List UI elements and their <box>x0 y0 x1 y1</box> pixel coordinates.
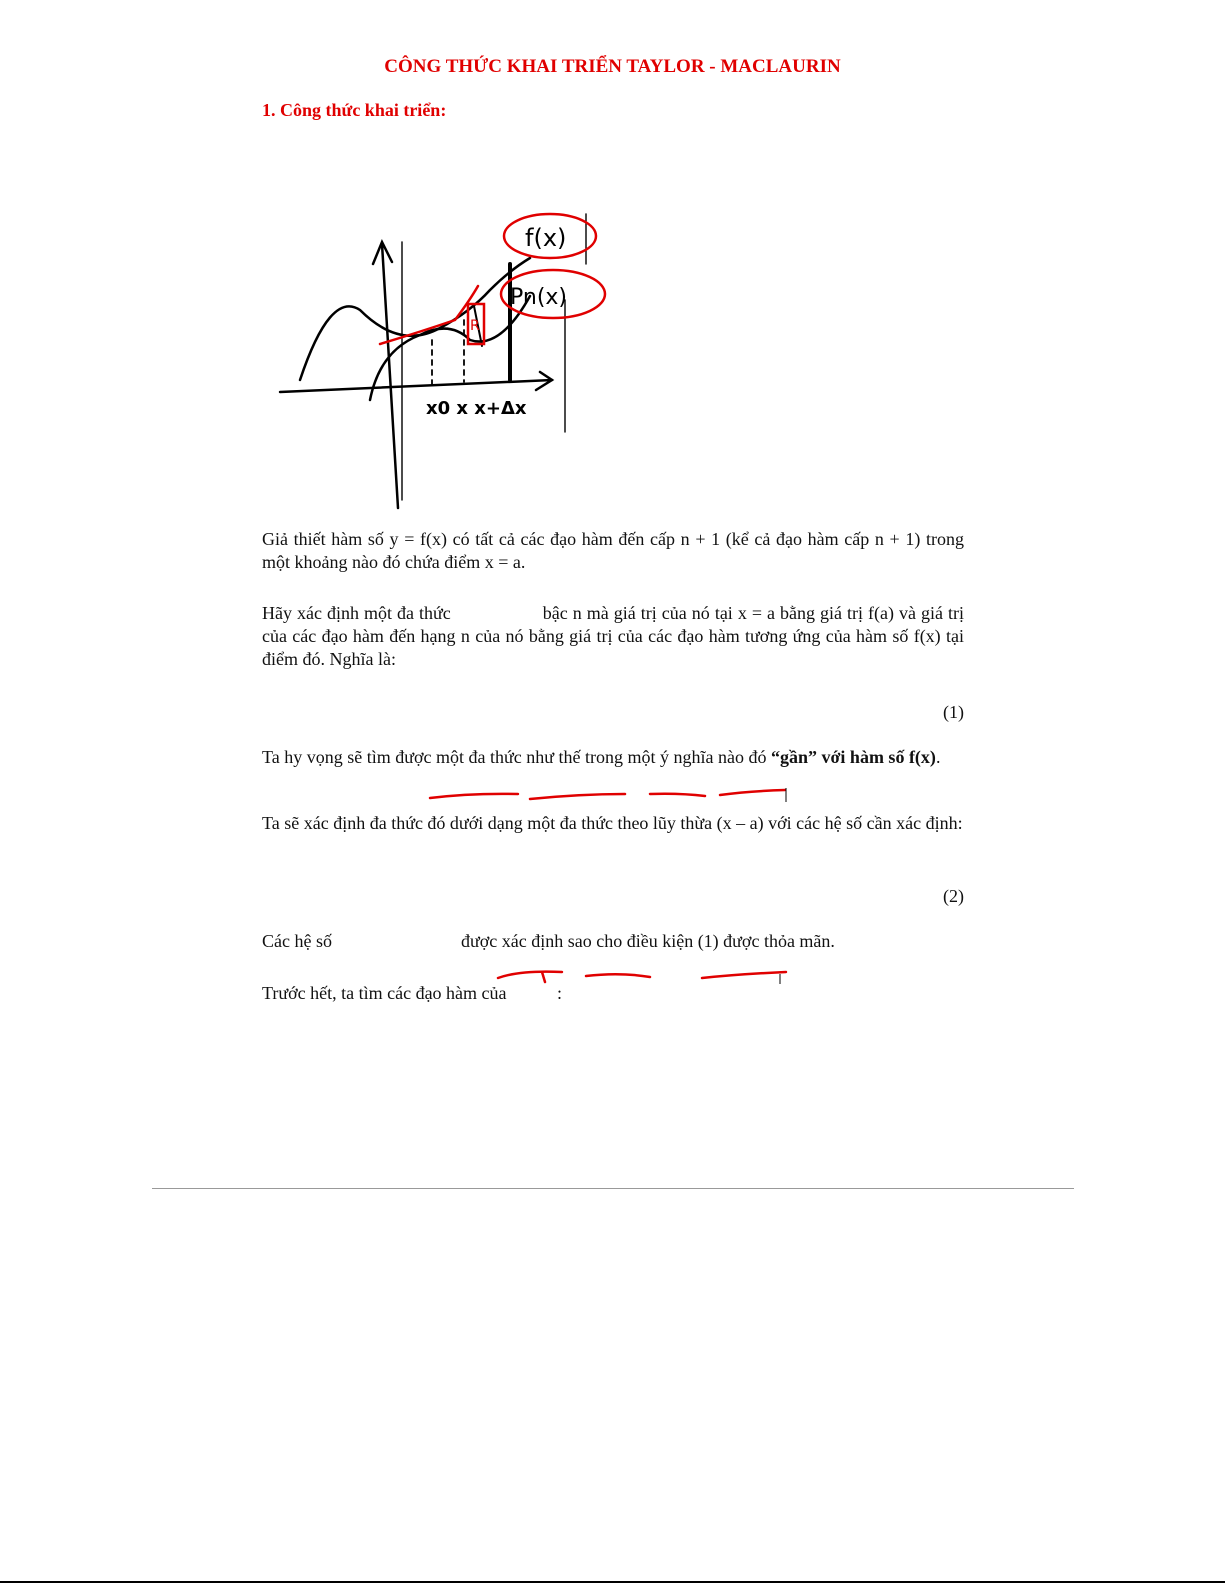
paragraph-polynomial-definition <box>262 602 964 671</box>
paragraph-assumption: Giả thiết hàm số y = f(x) có tất cả các đạo hàm đến cấp n + 1 (kể cả đạo hàm cấp n + 1) trong một khoảng nào đó chứa điểm x = a. <box>262 529 964 572</box>
p3-before: Ta hy vọng sẽ tìm được một đa thức như thế trong một ý nghĩa nào đó <box>262 747 767 767</box>
sketch-x-axis <box>280 380 552 392</box>
sketch-label-f: f(x) <box>525 224 567 252</box>
page-separator <box>152 1188 1074 1189</box>
paragraph-coefficients <box>262 930 964 953</box>
bottom-rule <box>0 1581 1225 1583</box>
document-title: CÔNG THỨC KHAI TRIỂN TAYLOR - MACLAURIN <box>384 56 841 77</box>
p2-after: bậc n mà giá trị của nó tại x = a bằng giá trị f(a) và giá trị của các đạo hàm đến hạng n của nó bằng giá trị của các đạo hàm tương ứng của hàm số f(x) tại điểm đó. Nghĩa là: <box>262 603 964 669</box>
sketch-label-axis: x0 x x+Δx <box>426 398 527 419</box>
equation-number-2: (2) <box>943 886 964 906</box>
paragraph-polynomial-form: Ta sẽ xác định đa thức đó dưới dạng một đa thức theo lũy thừa (x – a) với các hệ số cần xác định: <box>262 813 963 833</box>
sketch-label-p: Pn(x) <box>510 285 568 310</box>
sketch-curve-f <box>300 258 530 380</box>
p3-end: . <box>935 747 941 767</box>
p5-after: được xác định sao cho điều kiện (1) được thỏa mãn. <box>460 931 835 951</box>
paragraph-derivatives <box>262 982 964 1005</box>
p3-bold: “gần” với hàm số f(x) <box>770 747 936 767</box>
paragraph-approximation <box>262 746 964 769</box>
p2-before: Hãy xác định một đa thức <box>262 603 451 623</box>
taylor-sketch-figure <box>270 200 610 520</box>
sketch-label-r: R <box>470 318 480 334</box>
p6-before: Trước hết, ta tìm các đạo hàm của <box>262 983 507 1003</box>
p5-before: Các hệ số <box>262 931 332 951</box>
p6-after: : <box>557 983 563 1003</box>
handwritten-underline-1 <box>420 780 800 810</box>
equation-number-1: (1) <box>943 702 964 722</box>
section-heading: 1. Công thức khai triển: <box>262 100 447 120</box>
sketch-y-axis <box>382 244 398 508</box>
